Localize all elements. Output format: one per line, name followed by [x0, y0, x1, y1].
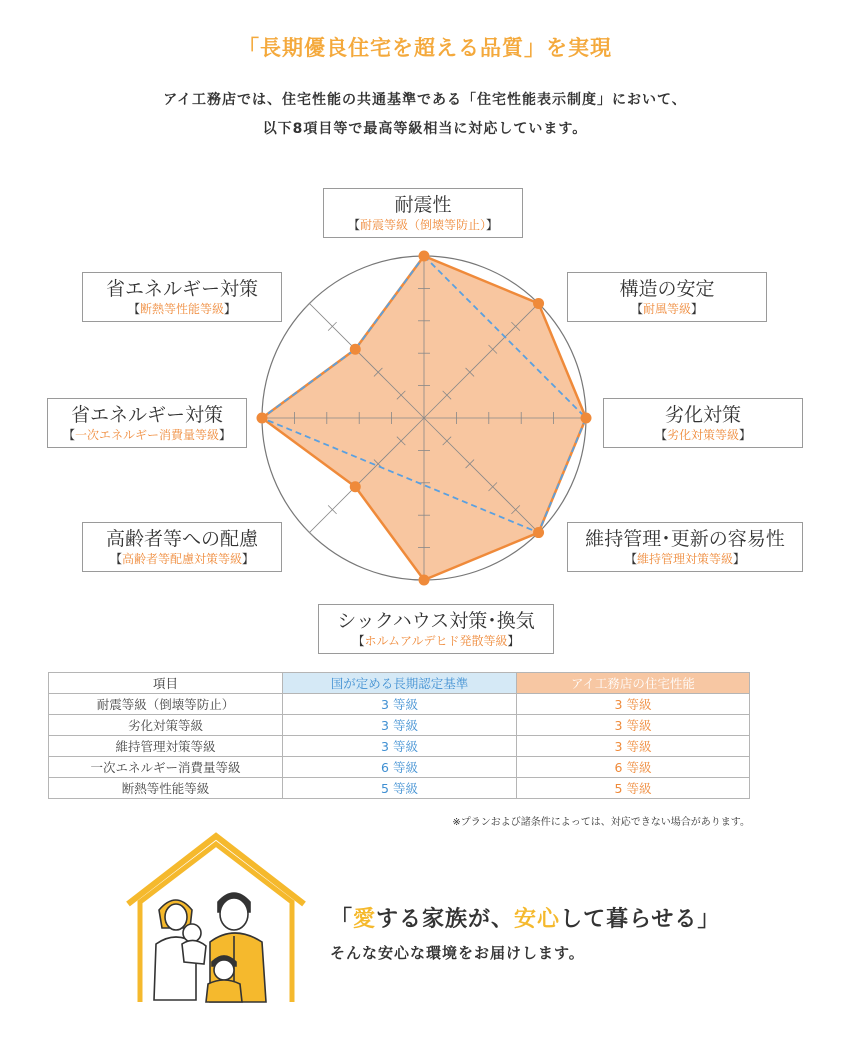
radar-point [419, 251, 430, 262]
radar-point [350, 344, 361, 355]
disclaimer-note: ※プランおよび諸条件によっては、対応できない場合があります。 [452, 817, 750, 828]
axis-label-sub: 【断熱等性能等級】 [127, 302, 237, 316]
axis-label-title: 高齢者等への配慮 [105, 528, 258, 550]
axis-label-sub: 【維持管理対策等級】 [624, 552, 746, 566]
slogan-sub: そんな安心な環境をお届けします。 [330, 944, 585, 962]
axis-label-shoene-dannetsu [82, 272, 282, 322]
intro-text [0, 86, 850, 144]
axis-label-shoene-ichiji [47, 398, 247, 448]
axis-label-koureisha [82, 522, 282, 572]
table-cell-item: 断熱等性能等級 [49, 778, 283, 799]
table-row [49, 778, 750, 799]
slogan-highlight-anshin: 安心 [514, 907, 561, 932]
axis-label-sub: 【ホルムアルデヒド発散等級】 [352, 634, 520, 648]
table-row [49, 736, 750, 757]
radar-point [581, 413, 592, 424]
axis-label-title: 省エネルギー対策 [105, 278, 258, 300]
table-cell-standard: 3 等級 [283, 715, 517, 736]
table-cell-company: 5 等級 [517, 778, 750, 799]
axis-label-sub: 【劣化対策等級】 [654, 428, 752, 442]
radar-point [350, 481, 361, 492]
axis-label-sub: 【高齢者等配慮対策等級】 [109, 552, 255, 566]
slogan-main: 「愛する家族が、安心して暮らせる」 [330, 907, 721, 932]
axis-label-sub: 【耐風等級】 [630, 302, 704, 316]
table-cell-item: 維持管理対策等級 [49, 736, 283, 757]
table-cell-standard: 3 等級 [283, 736, 517, 757]
table-row [49, 715, 750, 736]
axis-label-sub: 【耐震等級（倒壊等防止）】 [347, 218, 499, 232]
table-header-row [49, 673, 750, 694]
intro-line-1: アイ工務店では、住宅性能の共通基準である「住宅性能表示制度」において、 [163, 92, 687, 108]
baby-figure [182, 924, 206, 964]
radar-point [257, 413, 268, 424]
axis-label-title: 耐震性 [394, 194, 452, 216]
table-cell-company: 3 等級 [517, 715, 750, 736]
comparison-table [48, 672, 750, 799]
table-cell-company: 3 等級 [517, 736, 750, 757]
axis-label-taishin [323, 188, 523, 238]
axis-label-title: 維持管理･更新の容易性 [585, 528, 785, 550]
table-cell-company: 3 等級 [517, 694, 750, 715]
table-header-item: 項目 [49, 673, 283, 694]
table-header-standard: 国が定める長期認定基準 [283, 673, 517, 694]
table-cell-item: 一次エネルギー消費量等級 [49, 757, 283, 778]
intro-line-2: 以下8項目等で最高等級相当に対応しています。 [262, 121, 588, 137]
radar-point [533, 527, 544, 538]
table-cell-company: 6 等級 [517, 757, 750, 778]
axis-label-sub: 【一次エネルギー消費量等級】 [62, 428, 232, 442]
axis-label-sick-house [318, 604, 554, 654]
axis-label-title: シックハウス対策･換気 [337, 610, 535, 632]
table-cell-standard: 5 等級 [283, 778, 517, 799]
axis-label-title: 省エネルギー対策 [70, 404, 223, 426]
family-house-illustration [126, 832, 306, 1004]
radar-point [419, 575, 430, 586]
axis-label-rekka [603, 398, 803, 448]
slogan-highlight-ai: 愛 [353, 907, 377, 932]
page-heading: 「長期優良住宅を超える品質」を実現 [238, 36, 612, 60]
table-header-company: アイ工務店の住宅性能 [517, 673, 750, 694]
table-cell-standard: 3 等級 [283, 694, 517, 715]
axis-label-title: 構造の安定 [619, 278, 715, 300]
axis-label-kouzou [567, 272, 767, 322]
table-row [49, 757, 750, 778]
table-cell-item: 劣化対策等級 [49, 715, 283, 736]
table-cell-item: 耐震等級（倒壊等防止） [49, 694, 283, 715]
table-row [49, 694, 750, 715]
radar-point [533, 298, 544, 309]
axis-label-title: 劣化対策 [664, 404, 741, 426]
table-cell-standard: 6 等級 [283, 757, 517, 778]
axis-label-iji [567, 522, 803, 572]
